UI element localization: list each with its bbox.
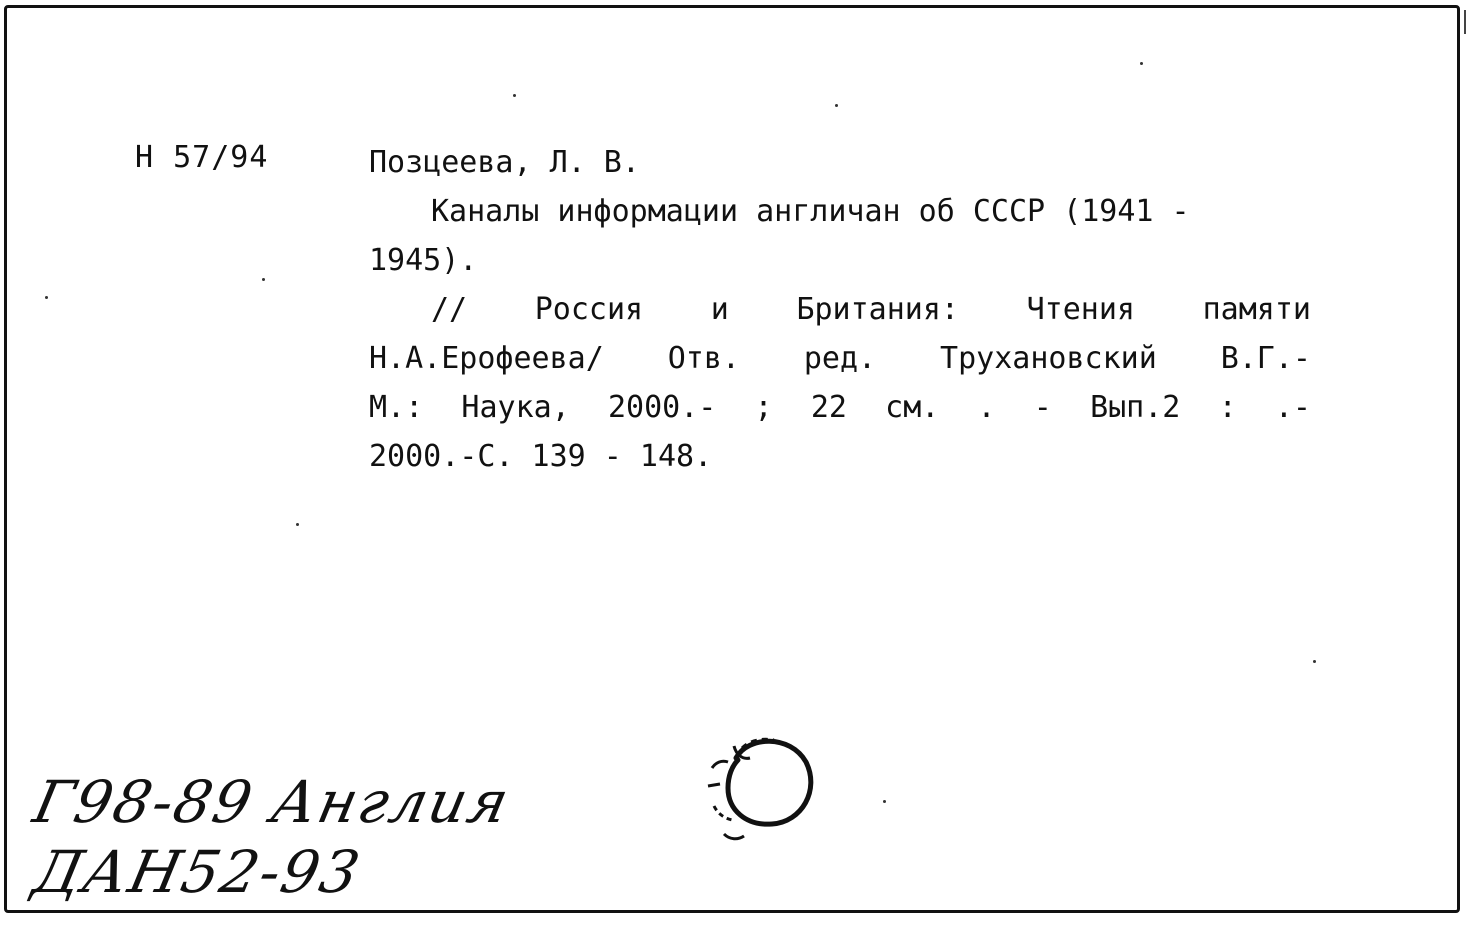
source-line-2-words <box>369 334 1311 383</box>
paper-speck <box>45 296 48 299</box>
paper-speck <box>883 800 886 803</box>
source-word: Россия <box>534 292 644 327</box>
call-number: Н 57/94 <box>135 140 269 175</box>
source-word: Британия: <box>796 292 959 327</box>
source-word: Н.А.Ерофеева/ <box>369 341 604 376</box>
paper-speck <box>1140 62 1143 65</box>
source-line-2 <box>369 334 1319 383</box>
source-word: Отв. <box>667 341 740 376</box>
handwritten-note-line-2: ДАН52-93 <box>27 838 368 906</box>
source-line-3-words <box>369 383 1311 432</box>
source-line-3 <box>369 383 1319 432</box>
source-word: // <box>431 292 468 327</box>
source-word: : <box>1218 390 1237 425</box>
paper-speck <box>513 94 516 97</box>
source-word: Трухановский <box>940 341 1157 376</box>
paper-speck <box>1313 660 1316 663</box>
source-word: см. <box>885 390 940 425</box>
source-word: 22 <box>810 390 847 425</box>
source-line-1 <box>369 285 1319 334</box>
library-stamp-icon <box>698 718 828 848</box>
source-word: М.: <box>369 390 424 425</box>
bibliographic-record <box>369 138 1319 481</box>
source-word: и <box>710 292 729 327</box>
source-word: Вып.2 <box>1090 390 1181 425</box>
title-line-2: 1945). <box>369 243 478 278</box>
source-word: ; <box>754 390 773 425</box>
source-word: памяти <box>1202 292 1311 327</box>
card-edge-mark <box>1464 10 1466 34</box>
paper-speck <box>262 278 265 281</box>
source-line-1-words <box>431 285 1311 334</box>
source-word: - <box>1033 390 1052 425</box>
source-word: Наука, <box>461 390 570 425</box>
author-line: Позцеева, Л. В. <box>369 145 640 180</box>
paper-speck <box>296 523 299 526</box>
source-word: ред. <box>803 341 877 376</box>
handwritten-note-line-1: Г98-89 Англия <box>27 768 517 836</box>
source-word: В.Г.- <box>1220 341 1311 376</box>
title-line-1: Каналы информации англичан об СССР (1941 - <box>431 194 1190 229</box>
source-line-4: 2000.-С. 139 - 148. <box>369 439 713 474</box>
source-word: . <box>977 390 996 425</box>
paper-speck <box>835 104 838 107</box>
source-word: Чтения <box>1026 292 1135 327</box>
source-word: .- <box>1274 390 1311 425</box>
source-word: 2000.- <box>607 390 717 425</box>
